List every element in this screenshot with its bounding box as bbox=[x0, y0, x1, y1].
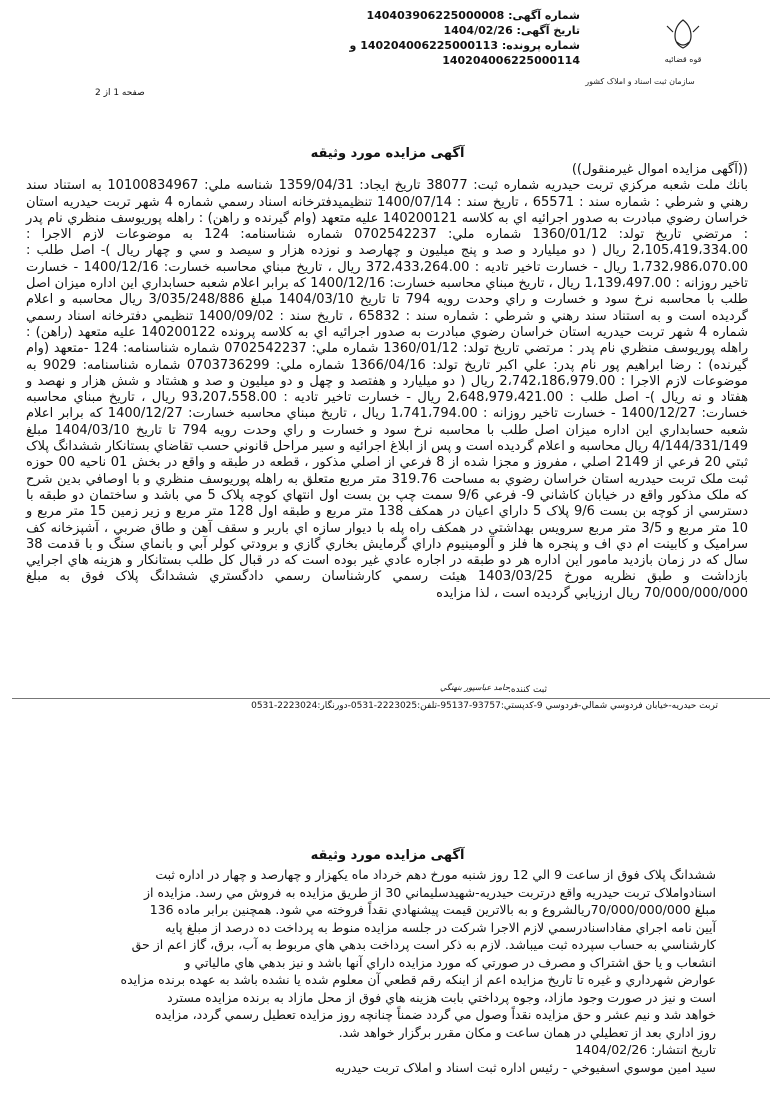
office-address: تربت حيدريه-خيابان فردوسي شمالي-فردوسي 9-کدپستي:93757-95137-تلفن:2223025-0531-دورنگار:2223024-0531 bbox=[251, 701, 718, 711]
notice-text: بانك ملت شعبه مرکزي تربت حيدريه شماره ثبت: 38077 تاریخ ایجاد: 1359/04/31 شناسه ملي: 10100834967 به استناد سند رهني و شرطي : شماره سند : 65571 ، تاريخ سند : 1400/07/14 تنظيمیدفترخانه اسناد رسمي شماره 4 شهر تربت حيدريه استان خراسان رضوي مبادرت به صدور اجرائيه اي به کلاسه 140200121 علیه متعهد (وام گيرنده و راهن) : راهله پوريوسف منظري نام پدر : مرتضي تاريخ تولد: 1360/01/12 شماره ملي: 0702542237 شماره شناسنامه: 124 به موضوعات لازم الاجرا : 2،105،419،334.00 ريال ( دو ميليارد و صد و پنج ميليون و چهارصد و نوزده هزار و سيصد و سي و چهار ريال )- اصل طلب : 1،732،986،070.00 ريال - خسارت تاخير تاديه : 372،433،264.00 ريال ، تاريخ مبناي محاسبه خسارت: 1400/12/16 - خسارت تاخير روزانه : 1،139،497.00 ريال ، تاريخ مبناي محاسبه خسارت: 1400/12/16 که برابر اعلام شعبه حسابداري اين اداره ميزان اصل طلب با محاسبه نرخ سود و خسارت و راي وحدت رويه 794 تا تاريخ 1404/03/10 مبلغ 3/035/248/886 ريال محاسبه و اعلام گرديده است و به استناد سند رهني و شرطي : شماره سند : 65832 ، تاريخ سند : 1400/09/02 تنظيمي دفترخانه اسناد رسمي شماره 4 شهر تربت حيدريه استان خراسان رضوي مبادرت به صدور اجرائيه اي به کلاسه پرونده 140200122 علیه متعهد (راهن) : راهله پوريوسف منظري نام پدر : مرتضي تاريخ تولد: 1360/01/12 شماره ملي: 0702542237 شماره شناسنامه: 124 -متعهد (وام گيرنده) : رضا ابراهيم پور نام پدر: علي اکبر تاريخ تولد: 1366/04/16 شماره ملي: 0703736299 شماره شناسنامه: 9029 به موضوعات لازم الاجرا : 2،742،186،979.00 ريال ( دو ميليارد و هفتصد و چهل و دو ميليون و صد و هشتاد و شش هزار و نهصد و هفتاد و نه ريال )- اصل طلب : 2،648،979،421.00 ريال - خسارت تاخير تاديه : 93،207،558.00 ريال ، تاريخ مبناي محاسبه خسارت: 1400/12/27 - خسارت تاخير روزانه : 1،741،794.00 ريال ، تاريخ مبناي محاسبه خسارت: 1400/12/27 که برابر اعلام شعبه حسابداري اين اداره ميزان اصل طلب با محاسبه نرخ سود و خسارت و راي وحدت رويه 794 تا تاريخ 1404/03/10 مبلغ 4/144/331/149 ريال محاسبه و اعلام گرديده است و پس از ابلاغ اجرائيه و سير مراحل قانوني حسب تقاضاي بستانکار ششدانگ پلاک ثبتي 20 فرعي از 2149 اصلي ، مفروز و مجزا شده از 8 فرعي از اصلي مذکور ، قطعه در طبقه و واقع در بخش 01 ناحيه 00 حوزه ثبت ملک تربت حيدريه استان خراسان رضوي به مساحت 319.76 متر مربع متعلق به راهله پوريوسف منظري و با اوصافي بدين شرح که ملک مذکور واقع در خيابان کاشاني 9- فرعي 9/6 سمت چپ بن بست اول انتهاي کوچه پلاک 5 مي باشد و ساختمان دو طبقه با دسترسي از کوچه بن بست 9/6 پلاک 5 داراي اعيان در همکف 138 متر مربع و طبقه اول 128 متر مربع و زير زمين 15 متر مربع و 10 متر مربع و 3/5 متر مربع سرويس بهداشتي در همکف راه پله با ديوار سازه اي باربر و سقف آهن و طاق ضربي ، آشپزخانه کف سراميک و کابينت ام دي اف و پنجره ها فلز و آلومينيوم داراي گرمايش بخاري گازي و برودتي کولر آبي و بانماي سنگ و با قدمت 38 سال که در زمان بازديد مامور اين اداره هر دو طبقه در اجاره عادي غير بوده است که در قبال کل طلب بستانکار و هزينه هاي اجرايي بازداشت و طبق نظريه مورخ 1403/03/25 هيئت رسمي کارشناسان رسمي دادگستري ششدانگ پلاک فوق به مبلغ 70/000/000/000 ريال ارزيابي گرديده است ، لذا مزايده bbox=[26, 178, 749, 601]
auction-line: خواهد شد و نيم عشر و حق مزايده نقداً وصول مي گردد ضمناً چنانچه روز مزايده تعطيل رسمي گردد، مزايده bbox=[155, 1007, 716, 1022]
page-number: صفحه 1 از 2 bbox=[95, 88, 145, 98]
auction-line: انشعاب و يا حق اشتراک و مصرف در صورتي که مورد مزايده داراي آنها باشد و نيز بدهي هاي مالياتي و bbox=[184, 954, 716, 970]
auction-line: اسنادواملاک تربت حيدريه واقع درتربت حيدريه-شهيدسليماني 30 از طريق مزايده به فروش مي رسد. مزايده از bbox=[144, 884, 716, 900]
auction-line: روز اداري بعد از تعطيلي در همان ساعت و مکان مقرر برگزار خواهد شد. bbox=[338, 1024, 716, 1040]
auction-line: ششدانگ پلاک فوق از ساعت 9 الي 12 روز شنبه مورخ دهم خرداد ماه يکهزار و چهارصد و چهار در اداره ثبت bbox=[155, 867, 716, 882]
notice-subtitle: ((آگهی مزایده اموال غیرمنقول)) bbox=[571, 162, 748, 177]
logo-text-bottom: سازمان ثبت اسناد و املاک کشور bbox=[585, 77, 695, 86]
logo-text-top: قوه قضائیه bbox=[664, 55, 702, 64]
notice-body bbox=[26, 162, 748, 602]
registrar-name: حامد عباسپور بنهنگي bbox=[440, 683, 510, 692]
registration-org-logo bbox=[565, 12, 715, 94]
auction-line: آيين نامه اجراي مفاداسنادرسمي لازم الاجرا شرکت در جلسه مزايده منوط به پرداخت ده درصد از مبلغ پايه bbox=[165, 919, 716, 935]
emblem-icon bbox=[565, 12, 715, 94]
notice-title: آگهی مزایده مورد وثیقه bbox=[310, 146, 465, 161]
notice-title-2: آگهی مزایده مورد وثیقه bbox=[310, 848, 465, 863]
footer-divider bbox=[12, 698, 770, 699]
signature-line: سيد امين موسوي اسفيوخي - رئيس اداره ثبت اسناد و املاک تربت حيدريه bbox=[334, 1059, 716, 1075]
ad-number: شماره آگهی: 140403906225000008 bbox=[366, 9, 580, 22]
file-number-2: 140204006225000114 bbox=[442, 54, 580, 67]
ad-meta bbox=[349, 8, 580, 68]
auction-line: است و نيز در صورت وجود مازاد، وجوه پرداختي بابت هزينه هاي فوق از محل مازاد به برنده مزايده مسترد bbox=[167, 989, 716, 1005]
file-number: شماره پرونده: 140204006225000113 و bbox=[349, 39, 580, 52]
auction-line: عوارض شهرداري و غيره تا تاريخ مزايده اعم از اينکه رقم قطعي آن معلوم شده يا نشده باشد به عهده برنده مزايده bbox=[120, 972, 716, 987]
ad-date: تاریخ آگهی: 1404/02/26 bbox=[443, 24, 580, 37]
auction-line: کارشناسي به حساب سپرده ثبت ميباشد. لازم به ذکر است پرداخت بدهي هاي مربوط به آب، برق، گاز اعم از حق bbox=[131, 937, 716, 952]
publish-date: تاريخ انتشار: 1404/02/26 bbox=[575, 1042, 716, 1057]
registrar-label: ثبت کننده: bbox=[507, 685, 547, 695]
auction-line: مبلغ 70/000/000/000ريالشروع و به بالاترين قيمت پيشنهادي نقداً فروخته مي شود. همچنين برابر ماده 136 bbox=[149, 902, 716, 917]
auction-details bbox=[56, 866, 716, 1076]
